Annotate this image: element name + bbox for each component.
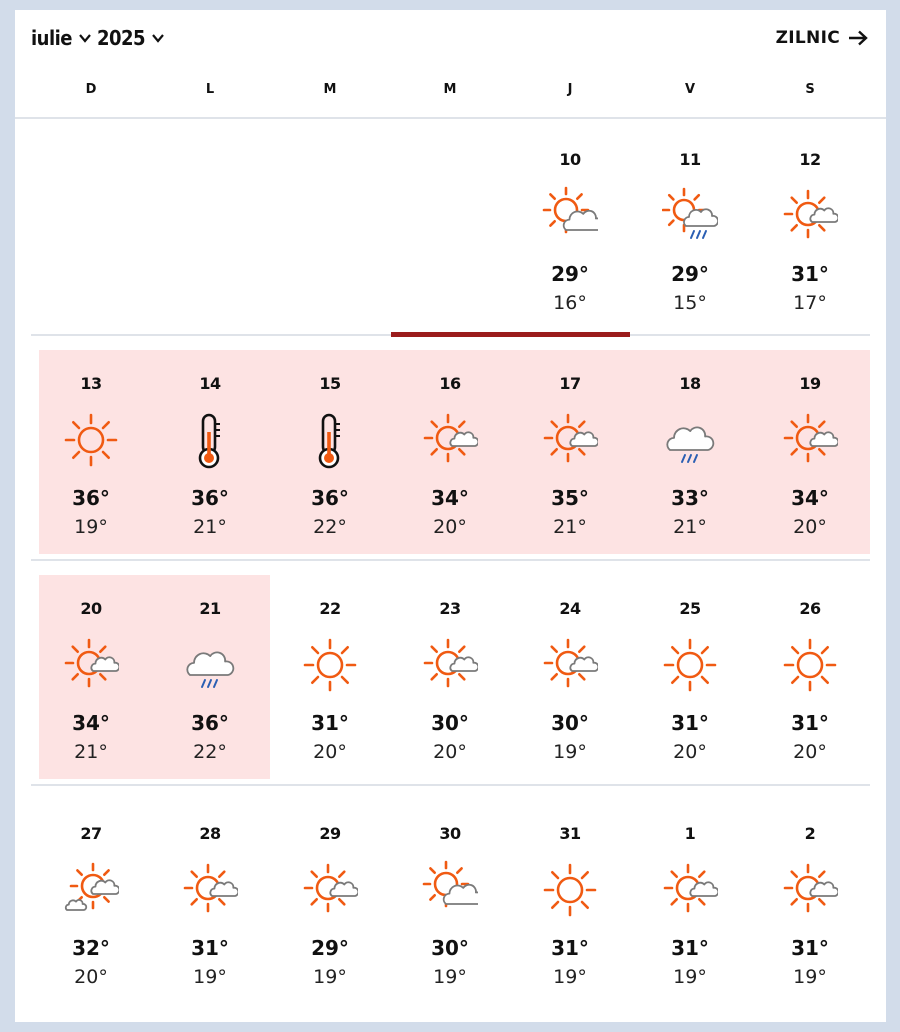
day-cell[interactable]	[750, 374, 870, 544]
sun-small-cloud-icon	[302, 860, 358, 920]
min-temperature: 19°	[313, 966, 347, 988]
min-temperature: 22°	[313, 516, 347, 538]
max-temperature: 33°	[671, 486, 709, 510]
thermometer-icon	[182, 410, 238, 470]
min-temperature: 22°	[193, 741, 227, 763]
day-cell[interactable]	[150, 599, 270, 769]
min-temperature: 16°	[553, 292, 587, 314]
min-temperature: 21°	[193, 516, 227, 538]
month-selector[interactable]	[31, 26, 92, 50]
min-temperature: 20°	[433, 516, 467, 538]
max-temperature: 31°	[191, 936, 229, 960]
chevron-down-icon	[151, 31, 165, 45]
sun-small-cloud-icon	[782, 860, 838, 920]
day-cell[interactable]	[390, 599, 510, 769]
year-label: 2025	[97, 26, 146, 50]
weekday-label: S	[805, 82, 815, 97]
day-number: 20	[80, 599, 102, 618]
day-cell[interactable]	[270, 374, 390, 544]
min-temperature: 20°	[673, 741, 707, 763]
sun-cloud-icon	[542, 186, 598, 246]
day-cell[interactable]	[270, 824, 390, 994]
weekday-label: V	[684, 82, 696, 97]
day-number: 28	[199, 824, 221, 843]
cloud-rain-icon	[182, 635, 238, 695]
day-number: 12	[799, 150, 821, 169]
max-temperature: 32°	[72, 936, 110, 960]
day-cell[interactable]	[510, 824, 630, 994]
max-temperature: 34°	[72, 711, 110, 735]
day-number: 17	[559, 374, 581, 393]
sun-small-cloud-icon	[782, 410, 838, 470]
day-number: 25	[679, 599, 701, 618]
day-number: 21	[199, 599, 221, 618]
day-number: 24	[559, 599, 581, 618]
max-temperature: 34°	[791, 486, 829, 510]
weekday-label: J	[567, 82, 573, 97]
day-cell[interactable]	[750, 599, 870, 769]
day-cell[interactable]	[510, 150, 630, 320]
max-temperature: 31°	[671, 936, 709, 960]
sun-clouds-icon	[63, 860, 119, 920]
max-temperature: 36°	[191, 486, 229, 510]
min-temperature: 19°	[74, 516, 108, 538]
day-cell[interactable]	[510, 599, 630, 769]
min-temperature: 19°	[673, 966, 707, 988]
max-temperature: 35°	[551, 486, 589, 510]
sun-small-cloud-icon	[782, 186, 838, 246]
min-temperature: 19°	[193, 966, 227, 988]
sun-icon	[782, 635, 838, 695]
max-temperature: 29°	[671, 262, 709, 286]
min-temperature: 20°	[793, 741, 827, 763]
day-number: 27	[80, 824, 102, 843]
max-temperature: 29°	[311, 936, 349, 960]
day-cell[interactable]	[150, 374, 270, 544]
min-temperature: 20°	[74, 966, 108, 988]
daily-view-link[interactable]	[776, 28, 868, 48]
day-number: 14	[199, 374, 221, 393]
day-cell[interactable]	[510, 374, 630, 544]
day-cell[interactable]	[150, 824, 270, 994]
day-number: 18	[679, 374, 701, 393]
day-cell[interactable]	[630, 599, 750, 769]
sun-cloud-rain-icon	[662, 186, 718, 246]
month-label: iulie	[31, 26, 73, 50]
day-cell[interactable]	[31, 374, 151, 544]
max-temperature: 31°	[551, 936, 589, 960]
sun-small-cloud-icon	[542, 635, 598, 695]
min-temperature: 21°	[553, 516, 587, 538]
thermometer-icon	[302, 410, 358, 470]
sun-small-cloud-icon	[542, 410, 598, 470]
day-cell[interactable]	[31, 824, 151, 994]
weekday-label: M	[443, 82, 457, 97]
week-divider	[31, 784, 870, 786]
max-temperature: 30°	[431, 936, 469, 960]
max-temperature: 31°	[311, 711, 349, 735]
max-temperature: 36°	[191, 711, 229, 735]
sun-icon	[662, 635, 718, 695]
min-temperature: 17°	[793, 292, 827, 314]
min-temperature: 19°	[553, 966, 587, 988]
sun-small-cloud-icon	[182, 860, 238, 920]
day-number: 26	[799, 599, 821, 618]
min-temperature: 20°	[313, 741, 347, 763]
min-temperature: 20°	[433, 741, 467, 763]
year-selector[interactable]	[97, 26, 165, 50]
cloud-rain-icon	[662, 410, 718, 470]
day-number: 22	[319, 599, 341, 618]
day-cell[interactable]	[750, 150, 870, 320]
day-number: 23	[439, 599, 461, 618]
current-period-indicator	[391, 332, 630, 337]
day-cell[interactable]	[390, 374, 510, 544]
min-temperature: 19°	[433, 966, 467, 988]
day-cell[interactable]	[31, 599, 151, 769]
min-temperature: 21°	[74, 741, 108, 763]
sun-cloud-icon	[422, 860, 478, 920]
day-number: 10	[559, 150, 581, 169]
sun-small-cloud-icon	[422, 635, 478, 695]
min-temperature: 15°	[673, 292, 707, 314]
weekday-label: M	[323, 82, 337, 97]
max-temperature: 30°	[551, 711, 589, 735]
max-temperature: 36°	[311, 486, 349, 510]
sun-small-cloud-icon	[63, 635, 119, 695]
day-cell[interactable]	[270, 599, 390, 769]
day-number: 29	[319, 824, 341, 843]
min-temperature: 21°	[673, 516, 707, 538]
day-number: 15	[319, 374, 341, 393]
day-cell[interactable]	[630, 824, 750, 994]
max-temperature: 30°	[431, 711, 469, 735]
day-number: 31	[559, 824, 581, 843]
header-divider	[15, 117, 886, 119]
sun-icon	[302, 635, 358, 695]
sun-icon	[63, 410, 119, 470]
calendar-header	[15, 10, 886, 118]
max-temperature: 29°	[551, 262, 589, 286]
day-number: 30	[439, 824, 461, 843]
day-cell[interactable]	[390, 824, 510, 994]
sun-small-cloud-icon	[422, 410, 478, 470]
calendar-card	[15, 10, 886, 1022]
day-number: 19	[799, 374, 821, 393]
day-cell[interactable]	[630, 374, 750, 544]
weekday-label: D	[85, 82, 97, 97]
chevron-down-icon	[78, 31, 92, 45]
min-temperature: 19°	[553, 741, 587, 763]
day-number: 1	[684, 824, 696, 843]
day-cell[interactable]	[630, 150, 750, 320]
day-number: 2	[804, 824, 816, 843]
max-temperature: 31°	[791, 262, 829, 286]
max-temperature: 36°	[72, 486, 110, 510]
week-divider	[31, 559, 870, 561]
max-temperature: 31°	[671, 711, 709, 735]
sun-small-cloud-icon	[662, 860, 718, 920]
day-cell[interactable]	[750, 824, 870, 994]
min-temperature: 20°	[793, 516, 827, 538]
daily-view-label: ZILNIC	[775, 28, 840, 48]
weekday-label: L	[205, 82, 215, 97]
day-number: 16	[439, 374, 461, 393]
max-temperature: 31°	[791, 936, 829, 960]
arrow-right-icon	[848, 30, 868, 46]
day-number: 11	[679, 150, 701, 169]
max-temperature: 31°	[791, 711, 829, 735]
sun-icon	[542, 860, 598, 920]
min-temperature: 19°	[793, 966, 827, 988]
max-temperature: 34°	[431, 486, 469, 510]
day-number: 13	[80, 374, 102, 393]
